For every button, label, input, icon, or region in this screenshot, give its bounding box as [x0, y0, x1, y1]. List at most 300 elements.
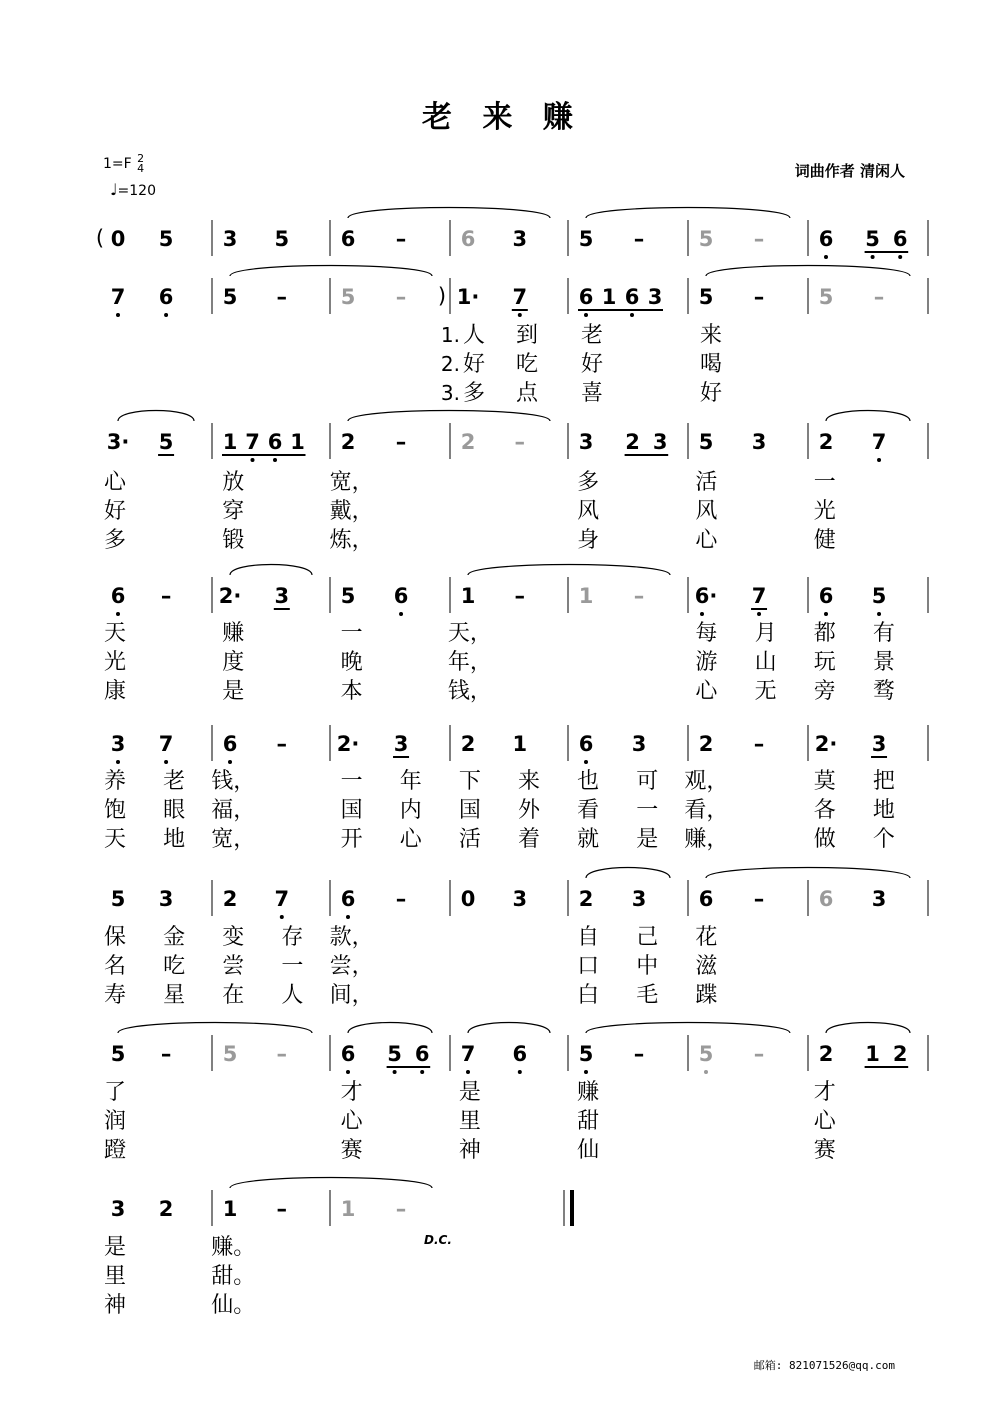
lyric-syllable: 看， — [684, 798, 729, 823]
lower-octave-dot — [584, 313, 588, 317]
lyric-syllable: 保 — [103, 925, 127, 950]
quarter-note-icon: ♩ — [110, 180, 118, 199]
jianpu-note: – — [395, 285, 407, 309]
lyric-syllable: 光 — [103, 650, 127, 675]
lyric-syllable: 才 — [340, 1080, 363, 1105]
jianpu-note: 3 — [512, 887, 528, 911]
jianpu-note: 6 — [578, 732, 594, 756]
lyric-syllable: 己 — [636, 925, 659, 950]
slur — [586, 868, 670, 879]
lower-octave-dot — [346, 915, 350, 919]
jianpu-note: 0 — [110, 227, 126, 251]
lyric-syllable: 在 — [222, 983, 245, 1008]
jianpu-note: – — [395, 887, 407, 911]
slur — [706, 266, 910, 277]
jianpu-note: 5 — [222, 285, 238, 309]
jianpu-note: 6 — [512, 1042, 528, 1066]
lyric-syllable: 宽， — [211, 827, 256, 852]
lyric-syllable: 是 — [636, 827, 659, 852]
lyric-syllable: 着 — [517, 827, 541, 852]
lyric-syllable: 神 — [103, 1293, 127, 1318]
jianpu-note: – — [753, 227, 765, 251]
jianpu-note: 7 — [871, 430, 887, 454]
slur — [826, 1023, 910, 1034]
jianpu-note: – — [753, 732, 765, 756]
da-capo-marking: D.C. — [424, 1233, 452, 1247]
jianpu-note: – — [276, 732, 288, 756]
lyric-syllable: 一 — [340, 621, 363, 646]
jianpu-note: 3 — [871, 732, 887, 756]
lyric-syllable: 福， — [211, 798, 256, 823]
lyric-syllable: 自 — [577, 925, 600, 950]
jianpu-note: 6 — [158, 285, 174, 309]
jianpu-note: 5 — [158, 430, 174, 454]
slur — [348, 411, 550, 422]
jianpu-note: 6 — [414, 1042, 430, 1066]
jianpu-note: 1 — [222, 1197, 238, 1221]
lyric-syllable: 心 — [695, 528, 718, 553]
lower-octave-dot — [877, 612, 881, 616]
jianpu-note: – — [276, 1197, 288, 1221]
jianpu-note: 3 — [652, 430, 668, 454]
verse-number: 1. — [440, 323, 460, 347]
jianpu-note: 2 — [222, 887, 238, 911]
lyric-syllable: 晚 — [340, 650, 363, 675]
jianpu-note: 5 — [110, 1042, 126, 1066]
lyric-syllable: 到 — [515, 323, 539, 348]
lyric-syllable: 尝 — [222, 954, 245, 979]
paren-mark: ( — [95, 226, 105, 250]
jianpu-note: 1 — [601, 285, 617, 309]
slur — [230, 1178, 432, 1189]
lyric-syllable: 赚 — [222, 621, 245, 646]
lyric-syllable: 心 — [399, 827, 422, 852]
jianpu-note: – — [753, 285, 765, 309]
lower-octave-dot — [399, 612, 403, 616]
verse-number: 3. — [440, 381, 460, 405]
jianpu-note: 6 — [110, 584, 126, 608]
lyric-syllable: 看 — [577, 798, 600, 823]
lyric-syllable: 风 — [695, 499, 718, 524]
lyric-syllable: 星 — [163, 983, 186, 1008]
lyric-syllable: 也 — [577, 769, 600, 794]
lyric-syllable: 来 — [517, 769, 541, 794]
lower-octave-dot — [704, 1070, 708, 1074]
lyric-syllable: 多 — [462, 381, 486, 406]
paren-mark: ) — [437, 284, 447, 308]
lyric-syllable: 年， — [447, 650, 492, 675]
lyric-syllable: 度 — [222, 650, 245, 675]
lyric-syllable: 游 — [695, 650, 718, 675]
lyric-syllable: 款， — [329, 925, 374, 950]
lower-octave-dot — [164, 313, 168, 317]
lyric-syllable: 月 — [754, 621, 777, 646]
jianpu-note: 5 — [818, 285, 834, 309]
lyric-syllable: 旁 — [813, 679, 836, 704]
lyric-syllable: 戴， — [329, 499, 374, 524]
jianpu-note: 3 — [158, 887, 174, 911]
lower-octave-dot — [116, 313, 120, 317]
lower-octave-dot — [116, 612, 120, 616]
jianpu-note: 2 — [625, 430, 640, 454]
lyric-syllable: 间， — [329, 983, 374, 1008]
slur — [706, 868, 910, 879]
lyric-syllable: 变 — [222, 925, 245, 950]
jianpu-note: 3 — [631, 732, 647, 756]
jianpu-note: 3 — [631, 887, 647, 911]
lyric-syllable: 滋 — [695, 954, 718, 979]
jianpu-note: 5 — [578, 227, 594, 251]
jianpu-note: 5 — [222, 1042, 238, 1066]
lyric-syllable: 赚。 — [211, 1235, 256, 1260]
jianpu-note: 1 — [290, 430, 305, 454]
jianpu-note: 3· — [106, 430, 130, 454]
lyric-syllable: 一 — [636, 798, 659, 823]
slur — [468, 565, 670, 576]
lyric-syllable: 白 — [577, 983, 600, 1008]
lyric-syllable: 喝 — [699, 352, 723, 377]
jianpu-note: 3 — [222, 227, 238, 251]
jianpu-note: 1 — [865, 1042, 880, 1066]
jianpu-note: – — [395, 1197, 407, 1221]
lyric-syllable: 做 — [813, 827, 836, 852]
jianpu-note: 5 — [578, 1042, 594, 1066]
time-sig-bottom: 4 — [137, 162, 145, 175]
slur — [586, 1023, 790, 1034]
slur — [586, 208, 790, 219]
lyric-syllable: 心 — [695, 679, 718, 704]
lyric-syllable: 有 — [872, 621, 895, 646]
lyric-syllable: 吃 — [163, 954, 186, 979]
lower-octave-dot — [877, 458, 881, 462]
lower-octave-dot — [871, 255, 875, 259]
jianpu-note: 5 — [698, 1042, 714, 1066]
jianpu-note: 2 — [460, 430, 476, 454]
lyric-syllable: 一 — [340, 769, 363, 794]
lyric-syllable: 人 — [281, 983, 304, 1008]
lyric-syllable: 甜。 — [211, 1264, 256, 1289]
lyric-syllable: 点 — [515, 381, 539, 406]
lyric-syllable: 口 — [577, 954, 600, 979]
lyric-syllable: 人 — [462, 323, 486, 348]
jianpu-note: – — [276, 1042, 288, 1066]
jianpu-note: 6 — [818, 887, 834, 911]
lyric-syllable: 炼， — [329, 528, 374, 553]
lower-octave-dot — [228, 760, 232, 764]
lower-octave-dot — [584, 1070, 588, 1074]
jianpu-note: 1· — [456, 285, 480, 309]
lyric-syllable: 健 — [813, 528, 836, 553]
lyric-syllable: 国 — [458, 798, 481, 823]
lyric-syllable: 甜 — [577, 1109, 600, 1134]
jianpu-note: – — [633, 227, 645, 251]
lyric-syllable: 多 — [103, 528, 127, 553]
jianpu-note: 5 — [698, 285, 714, 309]
jianpu-note: – — [395, 227, 407, 251]
jianpu-note: 6 — [222, 732, 238, 756]
lyric-syllable: 莫 — [813, 769, 836, 794]
time-sig-top: 2 — [137, 152, 145, 165]
jianpu-note: 6 — [578, 285, 594, 309]
jianpu-note: – — [160, 1042, 172, 1066]
jianpu-note: 3 — [110, 732, 126, 756]
lower-octave-dot — [280, 915, 284, 919]
jianpu-note: 7 — [110, 285, 126, 309]
jianpu-note: – — [633, 1042, 645, 1066]
slur — [348, 208, 550, 219]
jianpu-note: – — [514, 584, 526, 608]
lower-octave-dot — [393, 1070, 397, 1074]
lyric-syllable: 个 — [872, 827, 895, 852]
lyric-syllable: 润 — [103, 1109, 127, 1134]
jianpu-note: 6 — [340, 1042, 356, 1066]
jianpu-note: 6 — [624, 285, 640, 309]
lyric-syllable: 好 — [103, 499, 127, 524]
lyric-syllable: 喜 — [580, 381, 604, 406]
song-title: 老 来 赚 — [422, 100, 583, 135]
lyric-syllable: 锻 — [222, 528, 245, 553]
jianpu-note: 5 — [340, 285, 356, 309]
lyric-syllable: 就 — [577, 827, 600, 852]
lower-octave-dot — [518, 313, 522, 317]
lyric-syllable: 地 — [163, 827, 186, 852]
lyric-syllable: 身 — [577, 528, 600, 553]
lyric-syllable: 康 — [103, 679, 127, 704]
jianpu-note: 1 — [222, 430, 238, 454]
lyric-syllable: 心 — [813, 1109, 836, 1134]
lyric-syllable: 是 — [222, 679, 245, 704]
lyric-syllable: 可 — [636, 769, 659, 794]
lyric-syllable: 一 — [281, 954, 304, 979]
lower-octave-dot — [630, 313, 634, 317]
lower-octave-dot — [757, 612, 761, 616]
lyric-syllable: 神 — [458, 1138, 481, 1163]
tempo-value: =120 — [117, 183, 156, 199]
jianpu-note: 2 — [818, 430, 834, 454]
jianpu-note: – — [276, 285, 288, 309]
lyric-syllable: 是 — [458, 1080, 481, 1105]
jianpu-note: 2 — [340, 430, 356, 454]
jianpu-note: 6 — [818, 584, 834, 608]
lyric-syllable: 各 — [813, 798, 836, 823]
lyric-syllable: 里 — [458, 1109, 481, 1134]
lower-octave-dot — [584, 760, 588, 764]
lyric-syllable: 下 — [458, 769, 481, 794]
slur — [118, 1023, 312, 1034]
jianpu-note: 3 — [274, 584, 290, 608]
jianpu-note: – — [514, 430, 526, 454]
jianpu-note: 2· — [218, 584, 242, 608]
lyric-syllable: 心 — [340, 1109, 363, 1134]
lyric-syllable: 寿 — [103, 983, 127, 1008]
lyric-syllable: 山 — [754, 650, 777, 675]
lyric-syllable: 地 — [872, 798, 895, 823]
jianpu-note: 5 — [340, 584, 356, 608]
lyric-syllable: 好 — [699, 381, 723, 406]
lyric-syllable: 每 — [695, 621, 718, 646]
lower-octave-dot — [466, 1070, 470, 1074]
jianpu-note: 1 — [578, 584, 594, 608]
jianpu-note: 5 — [110, 887, 126, 911]
jianpu-note: 6 — [267, 430, 283, 454]
lyric-syllable: 骛 — [872, 679, 895, 704]
lyric-syllable: 多 — [577, 470, 600, 495]
lyric-syllable: 风 — [577, 499, 600, 524]
lower-octave-dot — [420, 1070, 424, 1074]
jianpu-note: 6 — [892, 227, 908, 251]
lyric-syllable: 来 — [699, 323, 723, 348]
slur — [230, 266, 432, 277]
lyric-syllable: 眼 — [163, 798, 186, 823]
jianpu-note: – — [633, 584, 645, 608]
lyric-syllable: 景 — [872, 650, 895, 675]
slur — [230, 565, 312, 576]
lower-octave-dot — [824, 612, 828, 616]
lower-octave-dot — [824, 255, 828, 259]
jianpu-note: 6· — [694, 584, 718, 608]
lyric-syllable: 老 — [580, 323, 604, 348]
lyric-syllable: 本 — [340, 679, 363, 704]
lyric-syllable: 年 — [399, 769, 422, 794]
jianpu-note: 6 — [340, 227, 356, 251]
lyric-syllable: 名 — [103, 954, 127, 979]
jianpu-note: 5 — [698, 227, 714, 251]
jianpu-note: 5 — [871, 584, 887, 608]
lyric-syllable: 赚， — [684, 827, 729, 852]
lower-octave-dot — [116, 760, 120, 764]
lyric-syllable: 观， — [684, 769, 729, 794]
lower-octave-dot — [346, 1070, 350, 1074]
slur — [348, 1023, 432, 1034]
lyric-syllable: 一 — [813, 470, 836, 495]
lyric-syllable: 中 — [636, 954, 659, 979]
jianpu-note: 5 — [274, 227, 290, 251]
lyric-syllable: 赛 — [340, 1138, 363, 1163]
verse-number: 2. — [440, 352, 460, 376]
lyric-syllable: 宽， — [329, 470, 374, 495]
jianpu-note: 6 — [393, 584, 409, 608]
jianpu-note: 2 — [818, 1042, 834, 1066]
jianpu-note: 2· — [814, 732, 838, 756]
jianpu-note: 2 — [892, 1042, 908, 1066]
jianpu-note: 7 — [460, 1042, 476, 1066]
lyric-syllable: 心 — [103, 470, 127, 495]
lyric-syllable: 天 — [103, 827, 127, 852]
jianpu-note: 5 — [158, 227, 174, 251]
lower-octave-dot — [273, 458, 277, 462]
lyric-syllable: 好 — [580, 352, 604, 377]
contact-email: 邮箱: 821071526@qq.com — [753, 1359, 895, 1372]
lyric-syllable: 尝， — [329, 954, 374, 979]
lyric-syllable: 放 — [222, 470, 245, 495]
lyric-syllable: 老 — [163, 769, 186, 794]
jianpu-note: 1 — [512, 732, 528, 756]
jianpu-note: 2 — [578, 887, 594, 911]
lyric-syllable: 外 — [517, 798, 541, 823]
lyric-syllable: 仙。 — [211, 1293, 256, 1318]
jianpu-note: 7 — [512, 285, 528, 309]
lyric-syllable: 内 — [399, 798, 422, 823]
lyric-syllable: 玩 — [813, 650, 836, 675]
lyric-syllable: 好 — [462, 352, 486, 377]
lower-octave-dot — [700, 612, 704, 616]
lyric-syllable: 毛 — [636, 983, 659, 1008]
jianpu-note: 6 — [698, 887, 714, 911]
jianpu-note: 7 — [751, 584, 767, 608]
lower-octave-dot — [518, 1070, 522, 1074]
lyric-syllable: 了 — [103, 1080, 127, 1105]
lyric-syllable: 蹀 — [695, 983, 718, 1008]
jianpu-note: 3 — [110, 1197, 126, 1221]
lyric-syllable: 金 — [163, 925, 186, 950]
jianpu-note: 7 — [158, 732, 174, 756]
lyric-syllable: 都 — [813, 621, 836, 646]
jianpu-note: 6 — [818, 227, 834, 251]
lyric-syllable: 吃 — [515, 352, 539, 377]
jianpu-note: – — [753, 1042, 765, 1066]
jianpu-note: 2· — [336, 732, 360, 756]
lyric-syllable: 里 — [103, 1264, 127, 1289]
jianpu-note: 7 — [274, 887, 290, 911]
lyric-syllable: 开 — [340, 827, 363, 852]
jianpu-note: 5 — [387, 1042, 402, 1066]
slur — [826, 411, 910, 422]
jianpu-note: 7 — [245, 430, 260, 454]
lyric-syllable: 钱， — [211, 769, 256, 794]
jianpu-note: 3 — [647, 285, 663, 309]
jianpu-note: 3 — [512, 227, 528, 251]
lyric-syllable: 饱 — [103, 798, 127, 823]
jianpu-note: 5 — [698, 430, 714, 454]
slur — [118, 411, 194, 422]
lyric-syllable: 赚 — [577, 1080, 600, 1105]
lyric-syllable: 活 — [695, 470, 718, 495]
lyric-syllable: 光 — [813, 499, 836, 524]
lyric-syllable: 养 — [103, 769, 127, 794]
jianpu-note: 2 — [460, 732, 476, 756]
lyric-syllable: 赛 — [813, 1138, 836, 1163]
lyric-syllable: 花 — [695, 925, 718, 950]
key-label: 1=F — [103, 156, 132, 172]
lyric-syllable: 是 — [103, 1235, 127, 1260]
jianpu-note: 1 — [340, 1197, 356, 1221]
jianpu-note: – — [160, 584, 172, 608]
lyric-syllable: 钱， — [447, 679, 492, 704]
lower-octave-dot — [164, 760, 168, 764]
lyric-syllable: 存 — [281, 925, 304, 950]
lyric-syllable: 才 — [813, 1080, 836, 1105]
jianpu-note: 5 — [865, 227, 880, 251]
lyric-syllable: 仙 — [577, 1138, 600, 1163]
lyric-syllable: 蹬 — [103, 1138, 127, 1163]
jianpu-note: 6 — [340, 887, 356, 911]
jianpu-note: 3 — [871, 887, 887, 911]
lyric-syllable: 活 — [458, 827, 481, 852]
lyric-syllable: 天， — [447, 621, 492, 646]
jianpu-note: – — [395, 430, 407, 454]
lyric-syllable: 国 — [340, 798, 363, 823]
lower-octave-dot — [898, 255, 902, 259]
jianpu-note: – — [753, 887, 765, 911]
composer-credit: 词曲作者 清闲人 — [794, 162, 905, 180]
jianpu-note: 3 — [751, 430, 767, 454]
lyric-syllable: 穿 — [222, 499, 245, 524]
lower-octave-dot — [251, 458, 255, 462]
jianpu-note: 0 — [460, 887, 476, 911]
jianpu-note: 6 — [460, 227, 476, 251]
jianpu-note: 2 — [158, 1197, 174, 1221]
lyric-syllable: 把 — [872, 769, 895, 794]
